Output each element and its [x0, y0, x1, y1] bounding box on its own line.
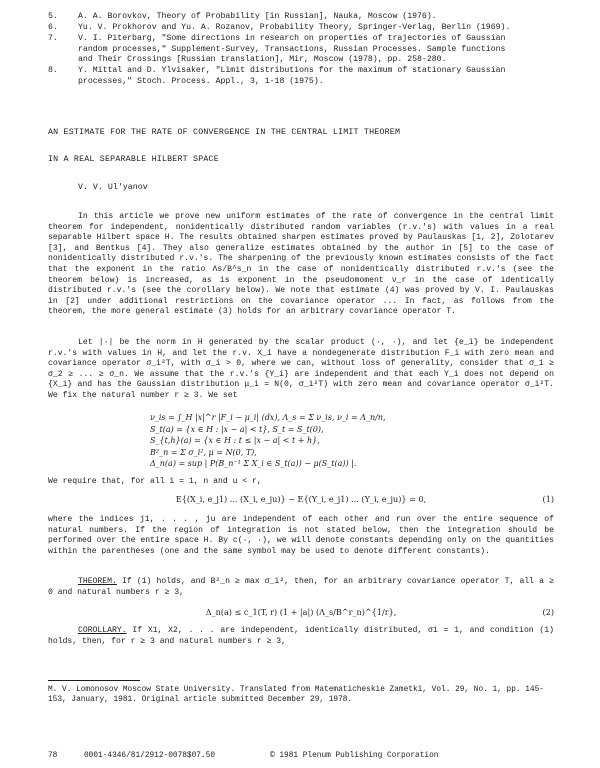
article-title-line2: IN A REAL SEPARABLE HILBERT SPACE — [48, 155, 219, 164]
page-number: 78 — [48, 752, 58, 760]
paragraph-text: where the indices j1, . . . , ju are independent of each other and run over the entire sequence of natural numbers. If the region of integration is not stated below, then the integration should be performed over the entire space H. By c(·, ·), we will denote constants depending only on the quantities within the parentheses (one and the same symbol may be used to denote different constants). — [48, 515, 554, 556]
definitions-block — [150, 412, 386, 470]
equation-body: Δ_n(a) ≤ c_1(T, r) (1 + |a|) (Λ_s/B^r_n)^{1/r}, — [205, 607, 397, 617]
require-text: We require that, for all i = 1, n and u < r, — [48, 477, 262, 486]
corollary-text: If X1, X2, . . . are independent, identically distributed, σ1 = 1, and condition (1) holds, then, for r ≥ 3 and natural numbers r ≥ 3, — [48, 626, 555, 646]
reference-item — [48, 34, 505, 66]
equation-tag: (1) — [542, 494, 554, 504]
reference-text: V. I. Piterbarg, "Some directions in research on properties of trajectories of Gaussian random processes," Supplement-Survey, Transactions, Russian Processes. Sample functions and Their Crossings [Russian translation], Mir, Moscow (1978), pp. 258-280. — [78, 34, 506, 64]
article-code: 0001-4346/81/2912-0078$07.50 — [84, 752, 216, 760]
definition-line: S_t(a) = {x ∈ H : |x − a| < t}, S_t = S_t(0), — [150, 424, 324, 434]
reference-item — [48, 12, 437, 23]
corollary-block — [48, 626, 554, 647]
reference-number: 7. — [48, 34, 58, 43]
definition-line: ν_is = ∫_H |x|^r |F_i − μ_i| (dx), Λ_s = Σ ν_is, ν_i = Λ_n/n, — [150, 413, 386, 422]
paragraph-intro — [48, 212, 554, 318]
equation-body: E{(X_i, e_j1) ... (X_i, e_ju)} − E{(Y_i, e_j1) ... (Y_i, e_ju)} = 0, — [175, 494, 427, 504]
theorem-text: If (1) holds, and B²_n ≥ max σ_i², then, for an arbitrary covariance operator T, all a ≥ 0 and natural numbers r ≥ 3, — [48, 577, 555, 597]
footnote: M. V. Lomonosov Moscow State University. Translated from Matematicheskie Zametki, Vol. 29, No. 1, pp. 145-153, January, 1981. Original article submitted December 29, 1978. — [48, 686, 544, 705]
paragraph-text: In this article we prove new uniform estimates of the rate of convergence in the central limit theorem for independent, nonidentically distributed random variables (r.v.'s) with values in a real separable Hilbert space H. The results obtained sharpen estimates proved by Paulauskas [1, 2], Zolotarev [3], and Bentkus [4]. They also generalize estimates obtained by the author in [5] to the case of nonidentically distributed r.v.'s. The sharpening of the previously known estimates consists of the fact that the exponent in the ratio Λs/B^s_n in the case of nonidentically distributed r.v.'s (see the theorem below) is increased, as is exponent in the pseudomoment ν_r in the case of identically distributed r.v.'s (see the corollary below). We note that estimate (4) was proved by V. I. Paulauskas in [2] under additional restrictions on the covariance operator ... In fact, as follows from the theorem, the more general estimate (3) holds for an arbitrary covariance operator T. — [48, 212, 554, 317]
copyright: © 1981 Plenum Publishing Corporation — [270, 752, 439, 760]
article-author: V. V. Ul'yanov — [78, 183, 148, 192]
definition-line: Δ_n(a) = sup | P(B_n⁻¹ Σ X_i ∈ S_t(a)) − μ(S_t(a)) |. — [150, 459, 357, 469]
article-title: AN ESTIMATE FOR THE RATE OF CONVERGENCE IN THE CENTRAL LIMIT THEOREM — [48, 128, 401, 137]
reference-number: 6. — [48, 23, 58, 32]
paragraph-notation — [48, 338, 554, 402]
corollary-label: COROLLARY. — [78, 626, 127, 635]
footnote-rule — [48, 680, 140, 681]
reference-text: Y. Mittal and D. Ylvisaker, "Limit distributions for the maximum of stationary Gaussian processes," Stoch. Process. Appl., 3, 1-18 (1975). — [78, 66, 506, 86]
paragraph-text: Let |·| be the norm in H generated by the scalar product (·, ·), and let {e_i} be independent r.v.'s with values in H, and let the r.v. X_i have a nondegenerate distribution F_i with zero mean and covariance operator σ_i²T, with σ_i > 0, where we can, without loss of generality, consider that σ_1 ≥ σ_2 ≥ ... ≥ σ_n. We assume that the r.v.'s {Y_i} are independent and that each Y_i does not depend on {X_i} and has the Gaussian distribution μ_i = N(0, σ_i²T) with zero mean and covariance operator σ_i²T. We fix the natural number r ≥ 3. We set — [48, 338, 554, 400]
reference-number: 5. — [48, 12, 58, 21]
reference-text: A. A. Borovkov, Theory of Probability [in Russian], Nauka, Moscow (1976). — [78, 12, 437, 21]
definition-line: B²_n = Σ σ_i², μ = N(0, T), — [150, 447, 257, 457]
reference-item — [48, 66, 505, 87]
theorem-label: THEOREM. — [78, 577, 117, 586]
reference-item — [48, 23, 510, 34]
paragraph-integration — [48, 515, 554, 557]
equation-tag: (2) — [542, 607, 554, 617]
definition-line: S_{t,h}(a) = {x ∈ H : t ≤ |x − a| < t + h}, — [150, 436, 320, 446]
reference-number: 8. — [48, 66, 58, 75]
theorem-block — [48, 577, 554, 598]
reference-text: Yu. V. Prokhorov and Yu. A. Rozanov, Probability Theory, Springer-Verlag, Berlin (1969). — [78, 23, 511, 32]
